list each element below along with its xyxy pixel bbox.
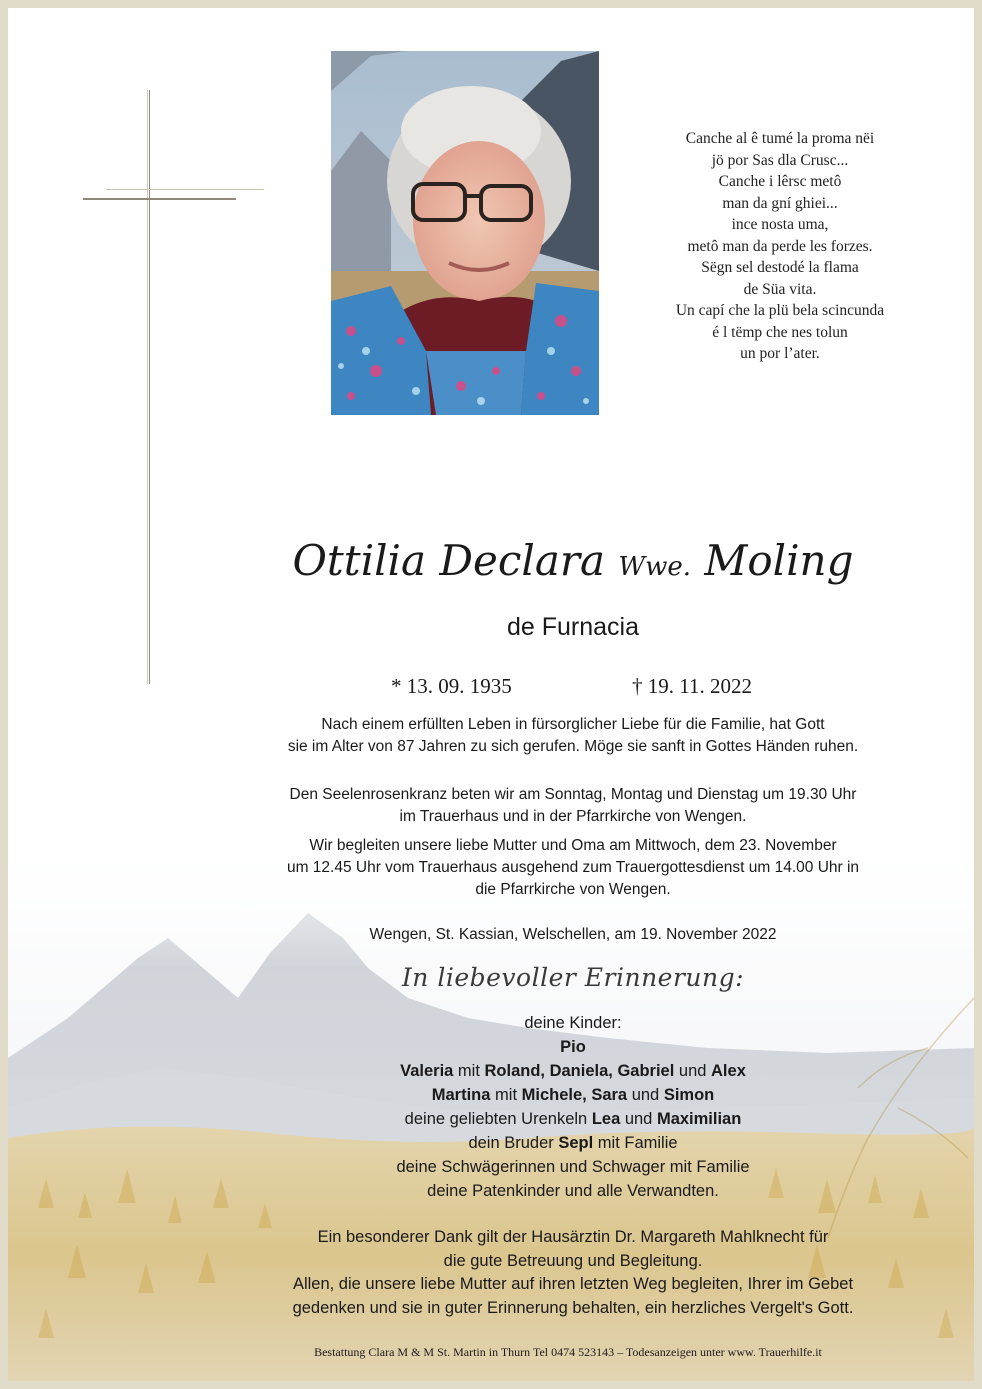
married-name: Moling bbox=[704, 536, 854, 585]
brother-name: Sepl bbox=[558, 1134, 594, 1152]
mourners-line bbox=[218, 1083, 928, 1107]
poem bbox=[640, 128, 920, 365]
mourners-line bbox=[218, 1107, 928, 1131]
connector: mit bbox=[490, 1086, 522, 1104]
funeral-home-footer: Bestattung Clara M & M St. Martin in Thurn Tel 0474 523143 – Todesanzeigen unter www. Trauerhilfe.it bbox=[314, 1345, 822, 1359]
rosary-line: im Trauerhaus und in der Pfarrkirche von Wengen. bbox=[399, 808, 747, 825]
widow-abbreviation: Wwe. bbox=[618, 552, 692, 582]
connector: und bbox=[674, 1062, 712, 1080]
poem-line: de Süa vita. bbox=[743, 280, 817, 298]
first-names: Ottilia Declara bbox=[292, 536, 606, 585]
thanks-line: Ein besonderer Dank gilt der Hausärztin Dr. Margareth Mahlknecht für bbox=[317, 1228, 829, 1246]
great-grandchild-name: Maximilian bbox=[656, 1110, 742, 1128]
funeral-line: Wir begleiten unsere liebe Mutter und Oma am Mittwoch, dem 23. November bbox=[309, 837, 837, 854]
birth-date: * 13. 09. 1935 bbox=[391, 674, 512, 698]
house-name: de Furnacia bbox=[506, 613, 640, 641]
great-grandchild-name: Lea bbox=[591, 1110, 621, 1128]
mourners-list bbox=[218, 1011, 928, 1203]
cross-vertical-beam bbox=[147, 90, 150, 684]
with-family: mit Familie bbox=[593, 1134, 678, 1152]
mourners-line: deine Schwägerinnen und Schwager mit Familie bbox=[396, 1158, 750, 1176]
rosary-text bbox=[218, 784, 928, 828]
poem-line: jö por Sas dla Crusc... bbox=[711, 151, 849, 169]
grandchild-name: Simon bbox=[663, 1086, 715, 1104]
funeral-text bbox=[218, 835, 928, 901]
announcement-line: sie im Alter von 87 Jahren zu sich gerufen. Möge sie sanft in Gottes Händen ruhen. bbox=[287, 738, 859, 755]
deceased-name bbox=[198, 536, 948, 585]
thanks-line: Allen, die unsere liebe Mutter auf ihren letzten Weg begleiten, Ihrer im Gebet bbox=[292, 1275, 854, 1293]
mourners-line bbox=[218, 1059, 928, 1083]
child-name: Valeria bbox=[400, 1062, 454, 1080]
poem-line: un por l’ater. bbox=[740, 345, 820, 362]
funeral-line: um 12.45 Uhr vom Trauerhaus ausgehend zum Trauergottesdienst um 14.00 Uhr in bbox=[286, 859, 860, 876]
announcement-text bbox=[218, 714, 928, 758]
child-name: Martina bbox=[431, 1086, 491, 1104]
poem-line: Canche al ê tumé la proma nëi bbox=[685, 130, 875, 147]
announcement-line: Nach einem erfüllten Leben in fürsorglicher Liebe für die Familie, hat Gott bbox=[321, 716, 825, 733]
grandchildren-names: Michele, Sara bbox=[521, 1086, 628, 1104]
rosary-line: Den Seelenrosenkranz beten wir am Sonntag, Montag und Dienstag um 19.30 Uhr bbox=[289, 786, 857, 803]
grandchildren-names: Roland, Daniela, Gabriel bbox=[484, 1062, 675, 1080]
funeral-line: die Pfarrkirche von Wengen. bbox=[475, 881, 671, 898]
portrait-photo bbox=[331, 51, 599, 415]
place-date bbox=[218, 924, 928, 946]
place-date-line: Wengen, St. Kassian, Welschellen, am 19. November 2022 bbox=[369, 926, 777, 943]
brother-label: dein Bruder bbox=[468, 1134, 559, 1152]
obituary-card bbox=[8, 8, 974, 1381]
cross-horizontal-beam-light bbox=[106, 189, 264, 190]
poem-line: metô man da perde les forzes. bbox=[687, 237, 873, 255]
connector: mit bbox=[453, 1062, 485, 1080]
mourners-intro: deine Kinder: bbox=[524, 1014, 622, 1032]
connector: und bbox=[620, 1110, 657, 1128]
thanks-text bbox=[198, 1226, 948, 1320]
great-grandchildren-label: deine geliebten Urenkeln bbox=[404, 1110, 592, 1128]
connector: und bbox=[627, 1086, 664, 1104]
thanks-line: die gute Betreuung und Begleitung. bbox=[443, 1251, 703, 1270]
cross-horizontal-beam bbox=[83, 198, 236, 200]
mourners-line bbox=[218, 1131, 928, 1155]
memory-title: In liebevoller Erinnerung: bbox=[401, 963, 745, 992]
mourners-line: deine Patenkinder und alle Verwandten. bbox=[427, 1182, 719, 1200]
poem-line: ince nosta uma, bbox=[731, 216, 829, 233]
death-date: † 19. 11. 2022 bbox=[632, 674, 752, 698]
child-name: Pio bbox=[560, 1038, 586, 1056]
poem-line: Un capí che la plü bela scincunda bbox=[675, 302, 885, 319]
poem-line: Canche i lêrsc metô bbox=[718, 173, 842, 190]
grandchild-name: Alex bbox=[711, 1062, 746, 1080]
poem-line: man da gní ghiei... bbox=[722, 194, 838, 212]
poem-line: é l tëmp che nes tolun bbox=[712, 323, 848, 341]
thanks-line: gedenken und sie in guter Erinnerung behalten, ein herzliches Vergelt's Gott. bbox=[292, 1298, 854, 1317]
poem-line: Sëgn sel destodé la flama bbox=[701, 259, 859, 276]
